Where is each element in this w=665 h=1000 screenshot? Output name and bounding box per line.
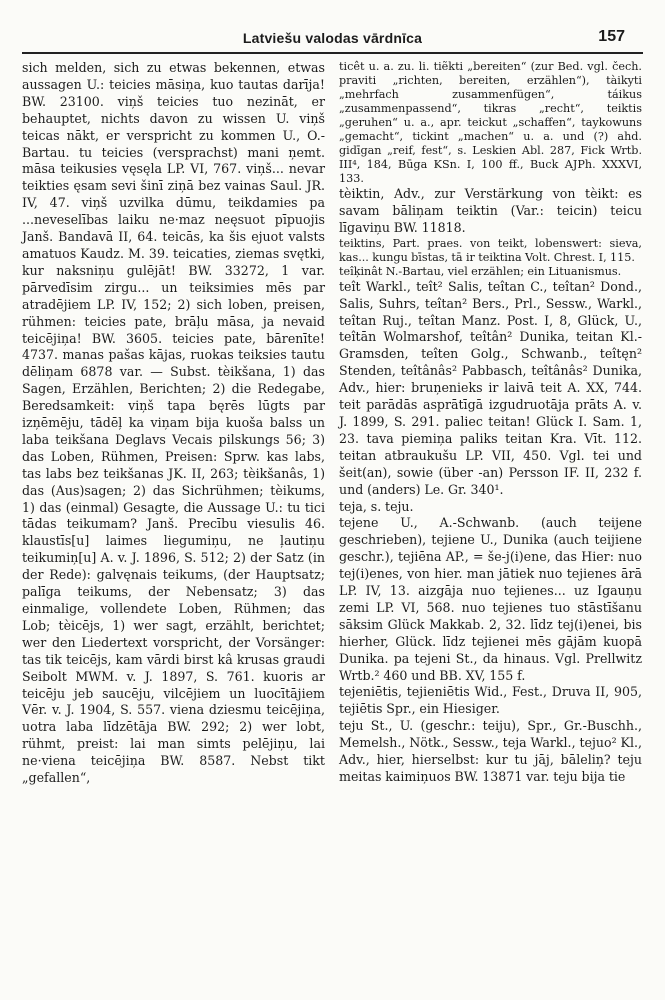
entry-teit: teît Warkl., teît² Salis, teîtan C., teîtan² Dond., Salis, Suhrs, teîtan² Bers., Prl., Sessw., Warkl., teîtan Ruj., teîtan Manz. Post. I, 8, Glück, U., teîtān Wolmarshof, teîtân² Dunika, teitan Kl.-Gramsden, teîten Golg., Schwanb., teîtęn² Stenden, teîtânâs² Pabbasch, teîtânâs² Dunika, Adv., hier: bruņenieks ir laivā teit A. XX, 744. teit parādās asprātīgā izgudruotāja prāts A. v. J. 1899, S. 291. paliec teitan! Glück I. Sam. 1, 23. tava piemiņa paliks teitan Kra. Vīt. 112. teitan atbraukušu LP. VII, 450. Vgl. tei und šeit(an), sowie (über -an) Persson IF. II, 232 f. und (anders) Le. Gr. 340¹. — [339, 278, 642, 497]
header-rule — [22, 52, 643, 54]
entry-teiktin: tèiktin, Adv., zur Verstärkung von tèikt: es savam bāliņam teiktin (Var.: teicin) teicu līgaviņu BW. 11818. — [339, 186, 642, 235]
entry-tejene: tejene U., A.-Schwanb. (auch teijene geschrieben), tejiene U., Dunika (auch teijiene geschr.), tejiēna AP., = še-j(i)ene, das Hier: nuo tej(i)enes, von hier. man jātiek nuo tejienes ārā LP. IV, 13. aizgāja nuo tejienes... uz Igauņu zemi LP. VI, 568. nuo tejienes tuo stāstīšanu sāksim Glück Makkab. 2, 32. līdz tej(i)enei, bis hierher, Glück. līdz tejienei mēs gājām kuopā Dunika. pa tejeni St., da hinaus. Vgl. Prellwitz Wrtb.² 460 und BB. XV, 155 f. — [339, 515, 642, 683]
entry-teiktins: teiktins, Part. praes. von teikt, lobenswert: sieva, kas... kungu bīstas, tā ir teiktina Volt. Chrest. I, 115. — [339, 236, 642, 264]
etymology-block: ticêt u. a. zu. li. tiẽkti „bereiten“ (zur Bed. vgl. čech. praviti „richten, bereiten, erzählen“), tàikyti „mehrfach zusammenfügen“, táikus „zusammenpassend“, tikras „recht“, teiktis „geruhen“ u. a., apr. teickut „schaffen“, taykowuns „gemacht“, tickint „machen“ u. a. und (?) ahd. gidīgan „reif, fest“, s. Leskien Abl. 287, Fick Wrtb. III⁴, 184, Būga KSn. I, 100 ff., Buck AJPh. XXXVI, 133. — [339, 60, 642, 185]
right-column — [339, 60, 642, 787]
entry-teikinat: teîķinât N.-Bartau, viel erzählen; ein Lituanismus. — [339, 264, 622, 278]
entry-teja: teja, s. teju. — [339, 498, 414, 514]
page-number: 157 — [598, 28, 625, 45]
left-column-text: sich melden, sich zu etwas bekennen, etwas aussagen U.: teicies māsiņa, kuo tautas darīja! BW. 23100. viņš teicies tuo nezināt, er behauptet, nichts davon zu wissen U. viņš teicas nākt, er verspricht zu kommen U., O.-Bartau. tu teicies (versprachst) mani ņemt. māsa teikusies vęsęla LP. VI, 767. viņš... nevar teikties ęsam sevi šinī ziņā bez vainas Saul. JR. IV, 47. viņš uzvilka dūmu, teikdamies pa ...neveselības laiku ne·maz neęsuot pīpuojis Janš. Bandavā II, 64. teicās, ka šis ejuot valsts amatuos Kaudz. M. 39. teicaties, ziemas svętki, kur naksniņu gulējāt! BW. 33272, 1 var. pārvedīsim zirgu... un teiksimies mēs par atradējiem LP. IV, 152; 2) sich loben, preisen, rühmen: teicies pate, brāļu māsa, ja nevaid teicējiņa! BW. 3605. teicies pate, bārenīte! 4737. manas pašas kājas, ruokas teiksies tautu dēliņam 6878 var. — Subst. tèikšana, 1) das Sagen, Erzählen, Berichten; 2) die Redegabe, Beredsamkeit: viņš tapa bęrēs lūgts par izņēmēju, tādēļ ka viņam bija kuoša balss un laba teikšana Deglavs Vecais pilskungs 56; 3) das Loben, Rühmen, Preisen: Sprw. kas labs, tas labs bez teikšanas JK. II, 263; tèikšanâs, 1) das (Aus)sagen; 2) das Sichrühmen; tèikums, 1) das (einmal) Gesagte, die Aussage U.: tu tici tādas teikumam? Janš. Precību viesulis 46. klaustīs[u] laimes liegumiņu, ne ļautiņu teikumiņ[u] A. v. J. 1896, S. 512; 2) der Satz (in der Rede): galvęnais teikums, (der Hauptsatz; palīga teikums, der Nebensatz; 3) das einmalige, vollendete Loben, Rühmen; das Lob; tèicējs, 1) wer sagt, erzählt, berichtet; wer den Liedertext vorspricht, der Vorsänger: tas tik teicējs, kam vārdi birst kâ krusas graudi Seibolt MWM. v. J. 1897, S. 761. kuoris ar teicēju jeb saucēju, vilcējiem un luocītājiem Vēr. v. J. 1904, S. 557. viena dziesmu teicējiņa, uotra laba līdzētāja BW. 292; 2) wer lobt, rühmt, preist: lai man simts pelējiņu, lai ne·viena teicējiņa BW. 8587. Nebst tikt „gefallen“, — [22, 60, 325, 786]
page-header — [22, 28, 643, 50]
left-column — [22, 60, 325, 787]
entry-teju: teju St., U. (geschr.: teiju), Spr., Gr.-Buschh., Memelsh., Nötk., Sessw., teja Warkl., tejuo² Kl., Adv., hier, hierselbst: kur tu jāj, bāleliņ? teju meitas kaimiņuos BW. 13871 var. teju bija tie — [339, 718, 642, 784]
entry-tejenietis: tejeniētis, tejieniētis Wid., Fest., Druva II, 905, tejiētis Spr., ein Hiesiger. — [339, 684, 642, 717]
page-title: Latviešu valodas vārdnīca — [242, 30, 423, 46]
two-column-body — [22, 60, 643, 787]
